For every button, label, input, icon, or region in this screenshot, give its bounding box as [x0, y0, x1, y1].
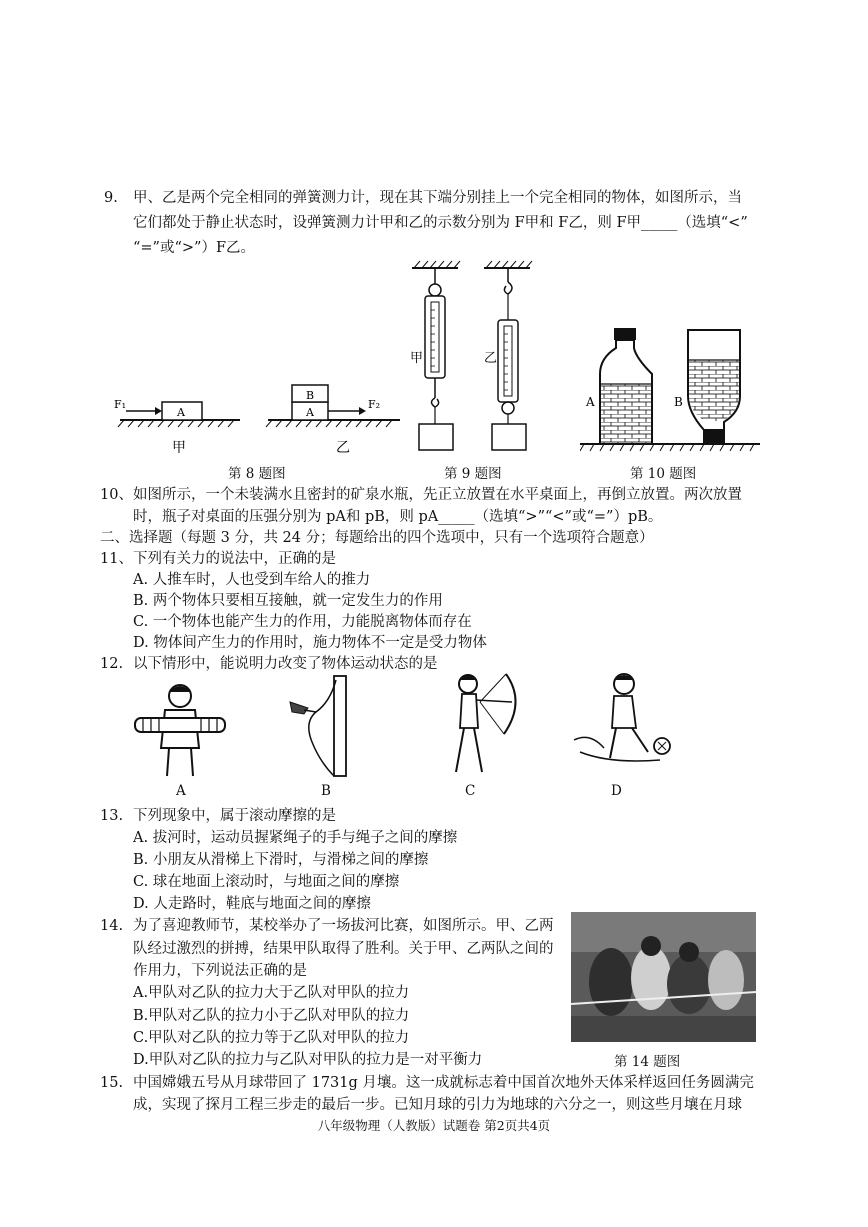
q12-figure-c — [440, 668, 530, 780]
q11-option-d: D. 物体间产生力的作用时，施力物体不一定是受力物体 — [133, 635, 487, 651]
q13-option-c: C. 球在地面上滚动时，与地面之间的摩擦 — [133, 874, 400, 890]
q14-option-a: A.甲队对乙队的拉力大于乙队对甲队的拉力 — [133, 985, 410, 1001]
q9-line2: 它们都处于静止状态时，设弹簧测力计甲和乙的示数分别为 F甲和 F乙，则 F甲_____（选填“<” — [133, 215, 748, 231]
f1-label: F₁ — [114, 398, 127, 411]
fig8-caption: 第 8 题图 — [228, 466, 286, 482]
section2-heading: 二、选择题（每题 3 分，共 24 分；每题给出的四个选项中，只有一个选项符合题意） — [100, 530, 654, 546]
fig10-b-label: B — [674, 395, 683, 409]
q14-number: 14. — [100, 918, 124, 934]
q12-stem: 以下情形中，能说明力改变了物体运动状态的是 — [133, 656, 438, 672]
q14-option-c: C.甲队对乙队的拉力等于乙队对甲队的拉力 — [133, 1030, 410, 1046]
q13-stem: 下列现象中，属于滚动摩擦的是 — [133, 808, 336, 824]
q13-number: 13. — [100, 808, 124, 824]
q14-caption: 第 14 题图 — [614, 1054, 681, 1070]
q10-line2: 时，瓶子对桌面的压强分别为 pA和 pB，则 pA_____（选填“>”“<”或“=”）pB。 — [133, 509, 663, 525]
q15-line2: 成，实现了探月工程三步走的最后一步。已知月球的引力为地球的六分之一，则这些月壤在月球 — [133, 1097, 742, 1113]
q12-label-a: A — [176, 783, 186, 799]
f2-label: F₂ — [368, 398, 381, 411]
fig10-a-label: A — [586, 395, 595, 409]
q14-option-b: B.甲队对乙队的拉力小于乙队对甲队的拉力 — [133, 1008, 410, 1024]
q15-number: 15. — [100, 1075, 124, 1091]
fig10-caption: 第 10 题图 — [630, 466, 697, 482]
q9-line1: 甲、乙是两个完全相同的弹簧测力计，现在其下端分别挂上一个完全相同的物体，如图所示，当 — [133, 190, 742, 206]
q10-line1: 如图所示，一个未装满水且密封的矿泉水瓶，先正立放置在水平桌面上，再倒立放置。两次放置 — [133, 487, 742, 503]
fig9-yi-label: 乙 — [484, 351, 498, 366]
block-a-yi-label: A — [306, 406, 314, 419]
block-b-label: B — [306, 389, 315, 402]
q11-option-c: C. 一个物体也能产生力的作用，力能脱离物体而存在 — [133, 614, 472, 630]
q10-number: 10、 — [100, 487, 133, 503]
q13-option-a: A. 拔河时，运动员握紧绳子的手与绳子之间的摩擦 — [133, 830, 458, 846]
q11-number: 11、 — [100, 551, 133, 567]
q11-option-b: B. 两个物体只要相互接触，就一定发生力的作用 — [133, 593, 443, 609]
q13-option-d: D. 人走路时，鞋底与地面之间的摩擦 — [133, 896, 371, 912]
figure-8 — [110, 370, 410, 460]
figure-9 — [404, 258, 544, 456]
q11-stem: 下列有关力的说法中，正确的是 — [133, 551, 336, 567]
q9-number: 9. — [104, 190, 118, 206]
block-a-label: A — [177, 406, 185, 419]
q14-line2: 队经过激烈的拼搏，结果甲队取得了胜利。关于甲、乙两队之间的 — [133, 941, 554, 957]
q13-option-b: B. 小朋友从滑梯上下滑时，与滑梯之间的摩擦 — [133, 852, 429, 868]
fig9-jia-label: 甲 — [410, 351, 424, 366]
q12-number: 12. — [100, 656, 124, 672]
q15-line1: 中国嫦娥五号从月球带回了 1731g 月壤。这一成就标志着中国首次地外天体采样返回任务圆满完 — [133, 1075, 754, 1091]
fig8-yi-label: 乙 — [336, 440, 350, 456]
q12-figure-d — [570, 668, 680, 778]
page-footer: 八年级物理（人教版）试题卷 第2页共4页 — [317, 1118, 551, 1133]
tug-of-war-photo — [571, 912, 756, 1042]
q12-label-c: C — [465, 783, 476, 799]
q12-label-d: D — [611, 783, 622, 799]
q11-option-a: A. 人推车时，人也受到车给人的推力 — [133, 572, 371, 588]
q12-label-b: B — [321, 783, 331, 799]
q12-figure-a — [125, 678, 235, 778]
q14-line1: 为了喜迎教师节，某校举办了一场拔河比赛，如图所示。甲、乙两 — [133, 918, 554, 934]
fig8-jia-label: 甲 — [172, 440, 186, 456]
q14-line3: 作用力，下列说法正确的是 — [133, 963, 307, 979]
figure-10 — [580, 326, 760, 456]
q14-option-d: D.甲队对乙队的拉力与乙队对甲队的拉力是一对平衡力 — [133, 1052, 483, 1068]
q9-line3: “=”或“>”）F乙。 — [133, 240, 256, 256]
fig9-caption: 第 9 题图 — [444, 466, 502, 482]
q12-figure-b — [282, 672, 362, 780]
